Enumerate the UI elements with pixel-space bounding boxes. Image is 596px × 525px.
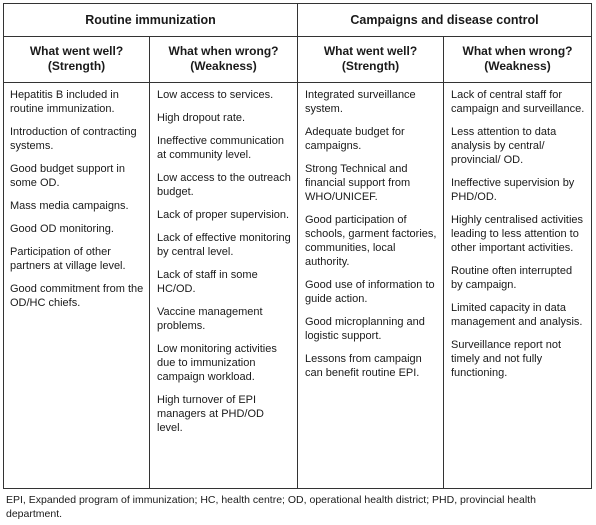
list-item: Routine often interrupted by campaign. bbox=[451, 265, 573, 291]
list-item: Participation of other partners at village level. bbox=[10, 246, 126, 272]
list-item: Lack of effective monitoring by central level. bbox=[157, 232, 291, 258]
list-item: Lessons from campaign can benefit routine EPI. bbox=[305, 353, 422, 379]
list-item: Good use of information to guide action. bbox=[305, 279, 435, 305]
list-item: Good participation of schools, garment factories, communities, local authority. bbox=[305, 214, 437, 268]
list-item: Ineffective supervision by PHD/OD. bbox=[451, 177, 575, 203]
column-divider bbox=[443, 36, 444, 488]
table-footnote: EPI, Expanded program of immunization; HC, health centre; OD, operational health district; PHD, provincial health department. bbox=[6, 494, 536, 520]
list-item: Integrated surveillance system. bbox=[305, 89, 416, 115]
list-item: High dropout rate. bbox=[157, 112, 246, 124]
list-item: Limited capacity in data management and analysis. bbox=[451, 302, 583, 328]
group-header-campaigns bbox=[298, 4, 591, 36]
list-item: Good OD monitoring. bbox=[10, 223, 114, 235]
list-item: Vaccine management problems. bbox=[157, 306, 263, 332]
list-item: Mass media campaigns. bbox=[10, 200, 129, 212]
list-item: Hepatitis B included in routine immunization. bbox=[10, 89, 119, 115]
column-campaign-strength bbox=[305, 88, 439, 389]
list-item: Good commitment from the OD/HC chiefs. bbox=[10, 283, 144, 309]
list-item: Less attention to data analysis by central/ provincial/ OD. bbox=[451, 126, 557, 166]
column-header-line2: (Strength) bbox=[47, 59, 106, 73]
column-header-line2: (Weakness) bbox=[190, 59, 257, 73]
list-item: Good budget support in some OD. bbox=[10, 163, 125, 189]
group-header-label: Campaigns and disease control bbox=[350, 13, 539, 27]
column-header-line1: What went well? bbox=[29, 44, 124, 58]
column-header-line1: What when wrong? bbox=[168, 44, 279, 58]
list-item: Strong Technical and financial support from WHO/UNICEF. bbox=[305, 163, 411, 203]
subheader-divider bbox=[4, 82, 591, 83]
list-item: High turnover of EPI managers at PHD/OD level. bbox=[157, 394, 264, 434]
list-item: Introduction of contracting systems. bbox=[10, 126, 137, 152]
list-item: Surveillance report not timely and not fully functioning. bbox=[451, 339, 562, 379]
list-item: Low monitoring activities due to immunization campaign workload. bbox=[157, 343, 277, 383]
list-item: Lack of central staff for campaign and surveillance. bbox=[451, 89, 585, 115]
column-header-line2: (Strength) bbox=[341, 59, 400, 73]
column-header-routine-weakness bbox=[150, 37, 297, 81]
list-item: Low access to the outreach budget. bbox=[157, 172, 291, 198]
column-campaign-weakness bbox=[451, 88, 585, 389]
list-item: Low access to services. bbox=[157, 89, 274, 101]
column-header-routine-strength bbox=[4, 37, 149, 81]
list-item: Good microplanning and logistic support. bbox=[305, 316, 425, 342]
group-header-label: Routine immunization bbox=[85, 13, 216, 27]
column-header-campaign-strength bbox=[298, 37, 443, 81]
column-divider bbox=[149, 36, 150, 488]
column-routine-strength bbox=[10, 88, 144, 319]
list-item: Lack of proper supervision. bbox=[157, 209, 290, 221]
list-item: Highly centralised activities leading to less attention to other important activities. bbox=[451, 214, 584, 254]
column-header-line1: What when wrong? bbox=[462, 44, 573, 58]
column-routine-weakness bbox=[157, 88, 291, 444]
swot-table bbox=[3, 3, 592, 489]
list-item: Lack of staff in some HC/OD. bbox=[157, 269, 258, 295]
list-item: Ineffective communication at community level. bbox=[157, 135, 284, 161]
group-header-routine bbox=[4, 4, 297, 36]
list-item: Adequate budget for campaigns. bbox=[305, 126, 405, 152]
column-header-line2: (Weakness) bbox=[484, 59, 551, 73]
column-header-campaign-weakness bbox=[444, 37, 591, 81]
column-header-line1: What went well? bbox=[323, 44, 418, 58]
